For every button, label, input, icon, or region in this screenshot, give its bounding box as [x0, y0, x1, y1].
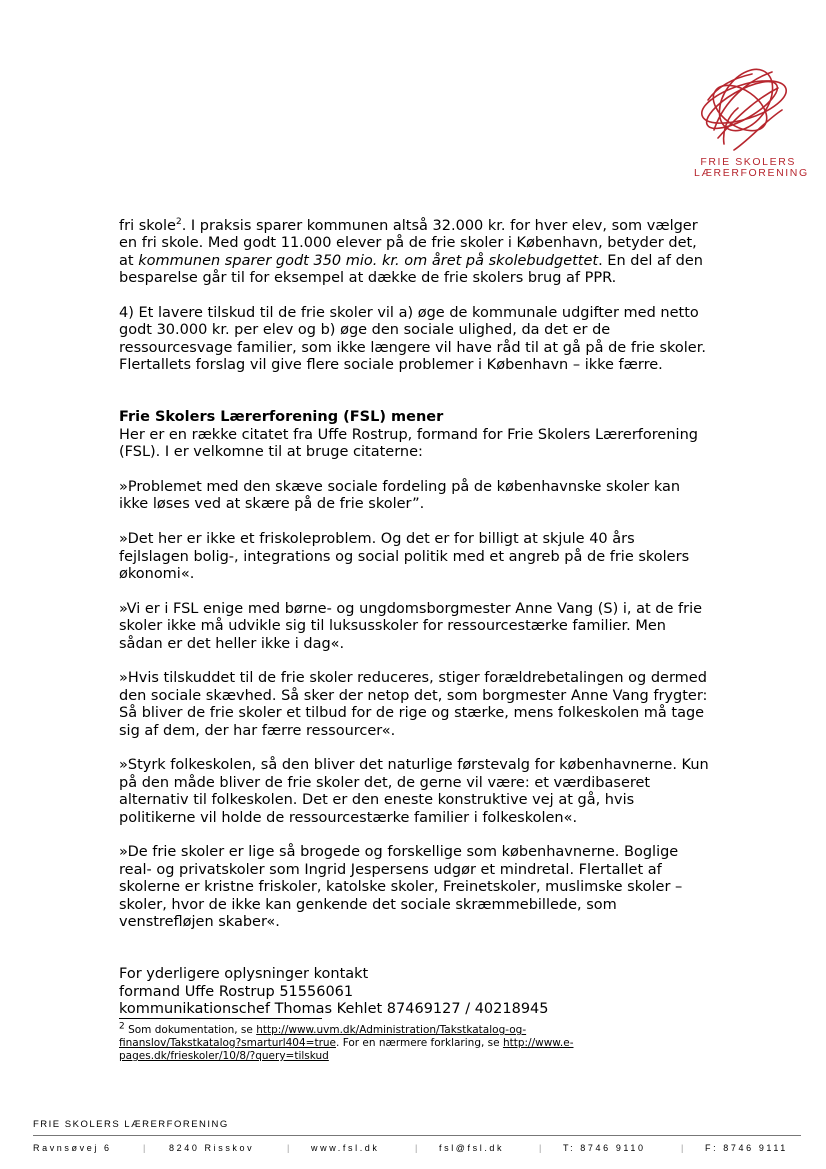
- contact-line: kommunikationschef Thomas Kehlet 87469127 / 40218945: [119, 1001, 549, 1018]
- footer-address: Ravnsøvej 6: [33, 1143, 112, 1153]
- emphasis-text: kommunen sparer godt 350 mio. kr. om året på skolebudgettet: [138, 252, 599, 269]
- footnote: $^2$ Som dokumentation, se http://www.uvm.dk/Administration/Takstkatalog-og-finanslov/Takstkatalog?smarturl404=true. For en nærmere forklaring, se http://www.e-pages.dk/frieskoler/10/8/?query=tilskud: [119, 1021, 574, 1062]
- footer-fax: F: 8746 9111: [705, 1143, 788, 1153]
- footer-separator: |: [287, 1143, 292, 1153]
- quote: »Vi er i FSL enige med børne- og ungdomsborgmester Anne Vang (S) i, at de frie skoler ikke må udvikle sig til luksusskoler for ressourcestærke familier. Men sådan er det heller ikke i dag«.: [119, 600, 703, 652]
- logo-swirl-icon: [694, 60, 796, 160]
- quote: »Problemet med den skæve sociale fordeling på de københavnske skoler kan ikke løses ved at skære på de frie skoler”.: [119, 479, 681, 513]
- contact-line: formand Uffe Rostrup 51556061: [119, 983, 354, 1000]
- footer-web: www.fsl.dk: [311, 1143, 380, 1153]
- footer-contact-row: [33, 1143, 801, 1157]
- footer-separator: |: [681, 1143, 686, 1153]
- footnote-divider: [119, 1018, 322, 1019]
- footnote-number: 2: [119, 1021, 125, 1032]
- footnote-link-epages[interactable]: http://www.e-pages.dk/frieskoler/10/8/?query=tilskud: [119, 1037, 574, 1062]
- footer-separator: |: [415, 1143, 420, 1153]
- footer-separator: |: [539, 1143, 544, 1153]
- paragraph-intro: Her er en række citatet fra Uffe Rostrup, formand for Frie Skolers Lærerforening (FSL). I er velkomne til at bruge citaterne:: [119, 426, 698, 461]
- footer-phone: T: 8746 9110: [563, 1143, 646, 1153]
- section-heading: Frie Skolers Lærerforening (FSL) mener: [119, 409, 444, 426]
- footer-divider: [33, 1135, 801, 1136]
- quote: »De frie skoler er lige så brogede og forskellige som københavnerne. Boglige real- og privatskoler som Ingrid Jespersens udgør et mindretal. Flertallet af skolerne er kristne friskoler, katolske skoler, Freinetskoler, muslimske skoler – skoler, hvor de ikke kan genkende det sociale skræmmebillede, som venstrefløjen skaber«.: [119, 844, 683, 931]
- quote: »Det her er ikke et friskoleproblem. Og det er for billigt at skjule 40 års fejlslagen bolig-, integrations og social politik med et angreb på de frie skolers økonomi«.: [119, 531, 690, 583]
- logo-name-line1: FRIE SKOLERS: [700, 156, 796, 168]
- letter-body: [119, 218, 709, 1019]
- contact-line: For yderligere oplysninger kontakt: [119, 966, 369, 983]
- paragraph-point-4: 4) Et lavere tilskud til de frie skoler vil a) øge de kommunale udgifter med netto godt 30.000 kr. per elev og b) øge den sociale ulighed, da det er de ressourcesvage familier, som ikke længere vil have råd til at gå på de frie skoler. Flertallets forslag vil give flere sociale problemer i København – ikke færre.: [119, 305, 706, 374]
- paragraph-savings: fri skole$^2$. I praksis sparer kommunen altså 32.000 kr. for hver elev, som vælger en fri skole. Med godt 11.000 elever på de frie skoler i København, betyder det, at kommunen sparer godt 350 mio. kr. om året på skolebudgettet. En del af den besparelse går til for eksempel at dække de frie skolers brug af PPR.: [119, 217, 703, 287]
- logo-name-line2: LÆRERFORENING: [694, 167, 809, 179]
- footer-separator: |: [143, 1143, 148, 1153]
- footer-city: 8240 Risskov: [169, 1143, 255, 1153]
- logo: [694, 60, 809, 182]
- footer-org-name: FRIE SKOLERS LÆRERFORENING: [33, 1119, 229, 1130]
- footnote-link-uvm[interactable]: http://www.uvm.dk/Administration/Takstkatalog-og-finanslov/Takstkatalog?smarturl404=true: [119, 1024, 527, 1049]
- footer-email: fsl@fsl.dk: [439, 1143, 505, 1153]
- quote: »Hvis tilskuddet til de frie skoler reduceres, stiger forældrebetalingen og dermed den sociale skævhed. Så sker der netop det, som borgmester Anne Vang frygter: Så bliver de frie skoler et tilbud for de rige og stærke, mens folkeskolen må tage sig af dem, der har færre ressourcer«.: [119, 670, 708, 739]
- footnote-ref: 2: [175, 217, 182, 228]
- quote: »Styrk folkeskolen, så den bliver det naturlige førstevalg for københavnerne. Kun på den måde bliver de frie skoler det, de gerne vil være: et værdibaseret alternativ til folkeskolen. Det er den eneste konstruktive vej at gå, hvis politikerne vil holde de ressourcestærke familier i folkeskolen«.: [119, 757, 709, 826]
